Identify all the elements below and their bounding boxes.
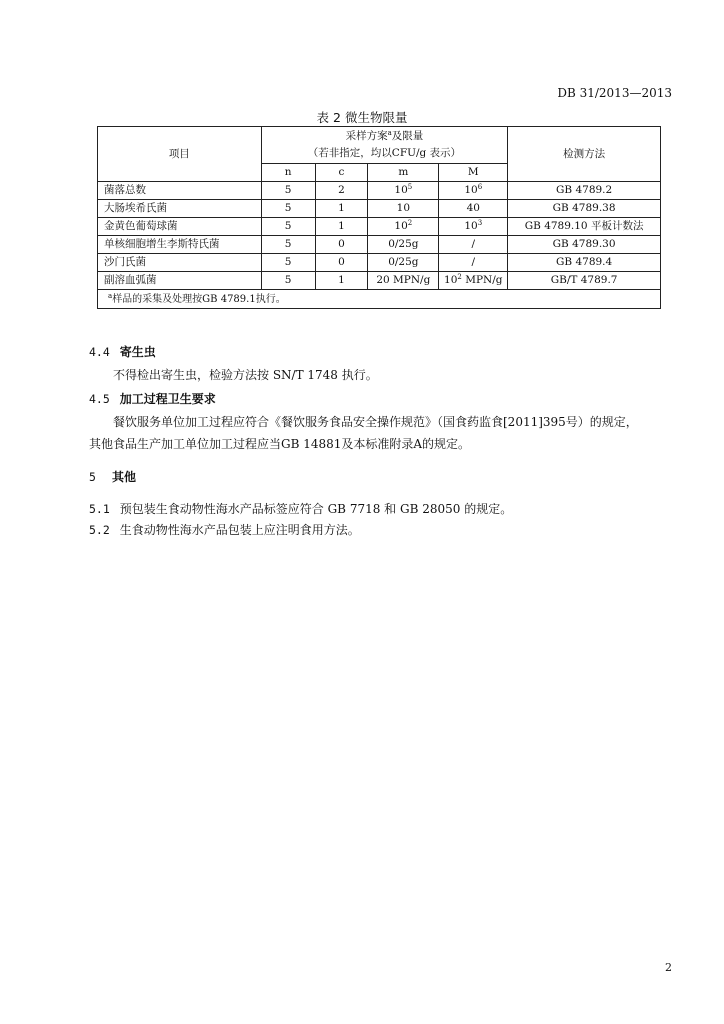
row-n: 5 xyxy=(261,272,315,290)
table-row xyxy=(98,272,661,290)
M-unit: MPN/g xyxy=(461,274,503,286)
section-text: 生食动物性海水产品包装上应注明食用方法。 xyxy=(119,523,360,537)
M-value: 40 xyxy=(466,202,480,214)
table-title: 表 2 微生物限量 xyxy=(316,110,408,125)
section-5-1 xyxy=(89,500,512,517)
plan-label: 采样方案 xyxy=(345,130,388,142)
microbial-limits-table xyxy=(97,126,661,309)
header-method: 检测方法 xyxy=(508,127,661,182)
section-5-2 xyxy=(89,521,360,538)
row-item: 菌落总数 xyxy=(98,182,262,200)
section-title: 加工过程卫生要求 xyxy=(119,392,216,406)
table-row xyxy=(98,200,661,218)
M-value: 10 xyxy=(464,220,478,232)
row-n: 5 xyxy=(261,182,315,200)
row-method: GB 4789.2 xyxy=(508,182,661,200)
table-header-row xyxy=(98,127,661,164)
row-M xyxy=(439,272,508,290)
footnote-text: 样品的采集及处理按GB 4789.1执行。 xyxy=(112,293,286,305)
table-row xyxy=(98,254,661,272)
row-m xyxy=(368,200,439,218)
row-M: / xyxy=(439,254,508,272)
row-c: 2 xyxy=(315,182,368,200)
section-4-5-text-line2: 其他食品生产加工单位加工过程应当GB 14881及本标准附录A的规定。 xyxy=(89,437,471,451)
header-sampling-plan xyxy=(261,127,508,164)
table-row xyxy=(98,236,661,254)
section-4-4-heading xyxy=(89,343,156,360)
row-method: GB 4789.30 xyxy=(508,236,661,254)
row-item: 沙门氏菌 xyxy=(98,254,262,272)
header-item: 项目 xyxy=(98,127,262,182)
table-row xyxy=(98,182,661,200)
row-c: 1 xyxy=(315,218,368,236)
row-m: 20 MPN/g xyxy=(368,272,439,290)
page-number: 2 xyxy=(665,961,672,974)
section-number: 5.1 xyxy=(89,502,110,516)
row-M xyxy=(439,218,508,236)
M-value: 10 xyxy=(444,274,458,286)
row-n: 5 xyxy=(261,218,315,236)
table-row xyxy=(98,218,661,236)
footnote-mark: a xyxy=(108,291,113,300)
section-title: 寄生虫 xyxy=(119,345,156,359)
m-value: 10 xyxy=(396,202,411,214)
row-M xyxy=(439,182,508,200)
row-item: 单核细胞增生李斯特氏菌 xyxy=(98,236,262,254)
row-M xyxy=(439,200,508,218)
row-c: 1 xyxy=(315,272,368,290)
row-item: 副溶血弧菌 xyxy=(98,272,262,290)
row-c: 1 xyxy=(315,200,368,218)
row-M: / xyxy=(439,236,508,254)
header-c: c xyxy=(315,164,368,182)
row-item: 金黄色葡萄球菌 xyxy=(98,218,262,236)
M-exponent: 6 xyxy=(477,183,483,191)
table-footnote xyxy=(98,290,661,309)
m-exponent: 5 xyxy=(407,183,413,191)
row-n: 5 xyxy=(261,254,315,272)
header-M: M xyxy=(439,164,508,182)
section-number: 4.5 xyxy=(89,392,110,406)
M-value: 10 xyxy=(464,184,478,196)
section-title: 其他 xyxy=(111,470,136,484)
section-number: 5 xyxy=(89,470,96,484)
row-c: 0 xyxy=(315,254,368,272)
M-exponent: 2 xyxy=(457,273,462,281)
row-m xyxy=(368,182,439,200)
plan-label-tail: 及限量 xyxy=(391,130,424,142)
row-n: 5 xyxy=(261,236,315,254)
row-method: GB 4789.38 xyxy=(508,200,661,218)
row-c: 0 xyxy=(315,236,368,254)
row-m: 0/25g xyxy=(368,236,439,254)
m-value: 10 xyxy=(394,184,408,196)
m-value: 10 xyxy=(394,220,408,232)
section-number: 4.4 xyxy=(89,345,110,359)
row-m xyxy=(368,218,439,236)
row-item: 大肠埃希氏菌 xyxy=(98,200,262,218)
section-4-5-heading xyxy=(89,390,216,407)
plan-unit-note: （若非指定，均以CFU/g 表示） xyxy=(307,147,462,159)
section-4-4-text: 不得检出寄生虫，检验方法按 SN/T 1748 执行。 xyxy=(113,368,378,382)
header-m: m xyxy=(368,164,439,182)
plan-footnote-mark: a xyxy=(387,129,392,137)
standard-code: DB 31/2013—2013 xyxy=(557,86,672,100)
section-4-5-text-line1: 餐饮服务单位加工过程应符合《餐饮服务食品安全操作规范》（国食药监食[2011]395号）的规定， xyxy=(113,415,638,429)
section-5-heading xyxy=(89,468,136,485)
row-method: GB 4789.4 xyxy=(508,254,661,272)
row-n: 5 xyxy=(261,200,315,218)
m-exponent: 2 xyxy=(407,219,413,227)
row-method: GB/T 4789.7 xyxy=(508,272,661,290)
table-note-row xyxy=(98,290,661,309)
section-number: 5.2 xyxy=(89,523,110,537)
row-m: 0/25g xyxy=(368,254,439,272)
M-exponent: 3 xyxy=(477,219,483,227)
section-text: 预包装生食动物性海水产品标签应符合 GB 7718 和 GB 28050 的规定。 xyxy=(119,502,513,516)
header-n: n xyxy=(261,164,315,182)
row-method: GB 4789.10 平板计数法 xyxy=(508,218,661,236)
